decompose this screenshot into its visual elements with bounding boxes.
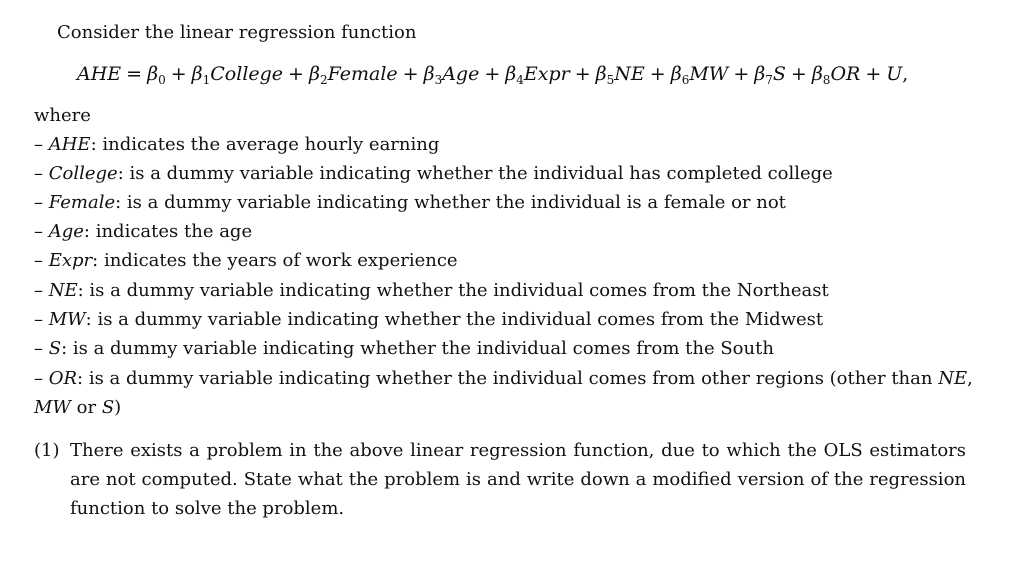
definition-dash: – — [34, 192, 49, 213]
definition-dash: – — [34, 250, 49, 271]
definition-dash: – — [34, 221, 49, 242]
definition-variable: S — [48, 338, 62, 359]
definition-description: : is a dummy variable indicating whether the individual comes from the Midwest — [85, 309, 824, 330]
equation-variable: NE — [614, 63, 645, 85]
beta-subscript: 7 — [765, 73, 773, 87]
definition-dash: – — [34, 280, 49, 301]
definition-description: : is a dummy variable indicating whether the individual comes from the South — [61, 338, 774, 359]
definition-variable: MW — [48, 309, 86, 330]
equation-variable: College — [210, 63, 284, 85]
equation-term — [424, 63, 480, 85]
definition-dash: – — [34, 163, 49, 184]
plus-sign: + — [484, 63, 501, 85]
definition-variable: OR — [48, 368, 78, 389]
intro-text: Consider the linear regression function — [57, 22, 417, 43]
beta-symbol: β — [423, 63, 435, 85]
beta-subscript: 2 — [319, 73, 328, 87]
beta-symbol: β — [505, 63, 517, 85]
definition-description: : is a dummy variable indicating whether the individual comes from the Northeast — [77, 280, 829, 301]
equation-variable: Age — [442, 63, 480, 85]
equation-lhs: AHE — [77, 63, 122, 85]
definition-dash: – — [34, 338, 49, 359]
definition-description: : is a dummy variable indicating whether the individual comes from other regions (other than — [77, 368, 939, 389]
equation-term — [505, 63, 569, 85]
question-number: (1) — [34, 440, 60, 461]
equation-term — [812, 63, 861, 85]
definition-line — [34, 192, 786, 214]
definition-variable: Female — [48, 192, 116, 213]
question-text: There exists a problem in the above linear regression function, due to which the OLS estimators are not computed. State what the problem is and write down a modified version of the regression function to solve the problem. — [70, 440, 966, 519]
region-ne: NE — [938, 368, 968, 389]
where-label: where — [34, 105, 91, 126]
beta-symbol: β — [147, 63, 159, 85]
plus-sign: + — [649, 63, 666, 85]
definition-description: : is a dummy variable indicating whether the individual is a female or not — [115, 192, 786, 213]
beta-subscript: 4 — [516, 73, 524, 87]
definition-line — [34, 163, 833, 185]
plus-sign: + — [574, 63, 591, 85]
beta-subscript: 8 — [822, 73, 831, 87]
beta-subscript: 6 — [681, 73, 690, 87]
beta-symbol: β — [308, 63, 320, 85]
equation-term — [309, 63, 398, 85]
definition-dash: – — [34, 134, 49, 155]
equation-variable: MW — [689, 63, 729, 85]
definition-variable: Expr — [48, 250, 93, 271]
definition-dash: – — [34, 309, 49, 330]
definition-variable: AHE — [48, 134, 91, 155]
definition-description: : indicates the age — [83, 221, 253, 242]
beta-subscript: 1 — [202, 73, 211, 87]
beta-symbol: β — [754, 63, 766, 85]
equation-term — [671, 63, 729, 85]
equation-end: , — [902, 63, 909, 85]
plus-sign: + — [733, 63, 750, 85]
definition-description: : is a dummy variable indicating whether the individual has completed college — [117, 163, 833, 184]
beta-subscript: 5 — [606, 73, 615, 87]
definition-line — [34, 134, 439, 156]
definition-or: – OR: is a dummy variable indicating whether the individual comes from other regions (other than NE, — [34, 368, 973, 389]
definition-line — [34, 221, 252, 243]
region-s: S — [101, 397, 115, 418]
plus-sign: + — [170, 63, 187, 85]
beta-subscript: 3 — [434, 73, 443, 87]
definition-description: : indicates the average hourly earning — [90, 134, 440, 155]
plus-sign: + — [790, 63, 807, 85]
plus-sign: + — [865, 63, 882, 85]
beta-symbol: β — [595, 63, 607, 85]
definition-description: : indicates the years of work experience — [92, 250, 458, 271]
equation-variable: OR — [830, 63, 861, 85]
regression-equation — [77, 63, 908, 91]
equation-term — [192, 63, 283, 85]
definition-line — [34, 309, 823, 331]
equation-term — [596, 63, 645, 85]
definition-dash: – — [34, 368, 43, 389]
equation-term — [147, 63, 166, 85]
equals-sign: = — [126, 63, 143, 85]
definition-line — [34, 250, 458, 272]
definition-line — [34, 280, 829, 302]
beta-symbol: β — [191, 63, 203, 85]
equation-variable: Female — [327, 63, 398, 85]
beta-symbol: β — [811, 63, 823, 85]
definition-line — [34, 338, 774, 360]
plus-sign: + — [402, 63, 419, 85]
equation-variable: Expr — [523, 63, 570, 85]
beta-subscript: 0 — [158, 73, 166, 87]
definition-variable: Age — [48, 221, 84, 242]
definition-variable: College — [48, 163, 118, 184]
plus-sign: + — [288, 63, 304, 85]
equation-term — [754, 63, 786, 85]
definition-variable: NE — [48, 280, 78, 301]
equation-variable: S — [772, 63, 786, 85]
error-term: U — [886, 63, 903, 85]
question-1 — [34, 436, 966, 523]
region-mw: MW — [34, 397, 71, 418]
beta-symbol: β — [670, 63, 682, 85]
definition-or-continued: MW or S) — [34, 397, 122, 418]
